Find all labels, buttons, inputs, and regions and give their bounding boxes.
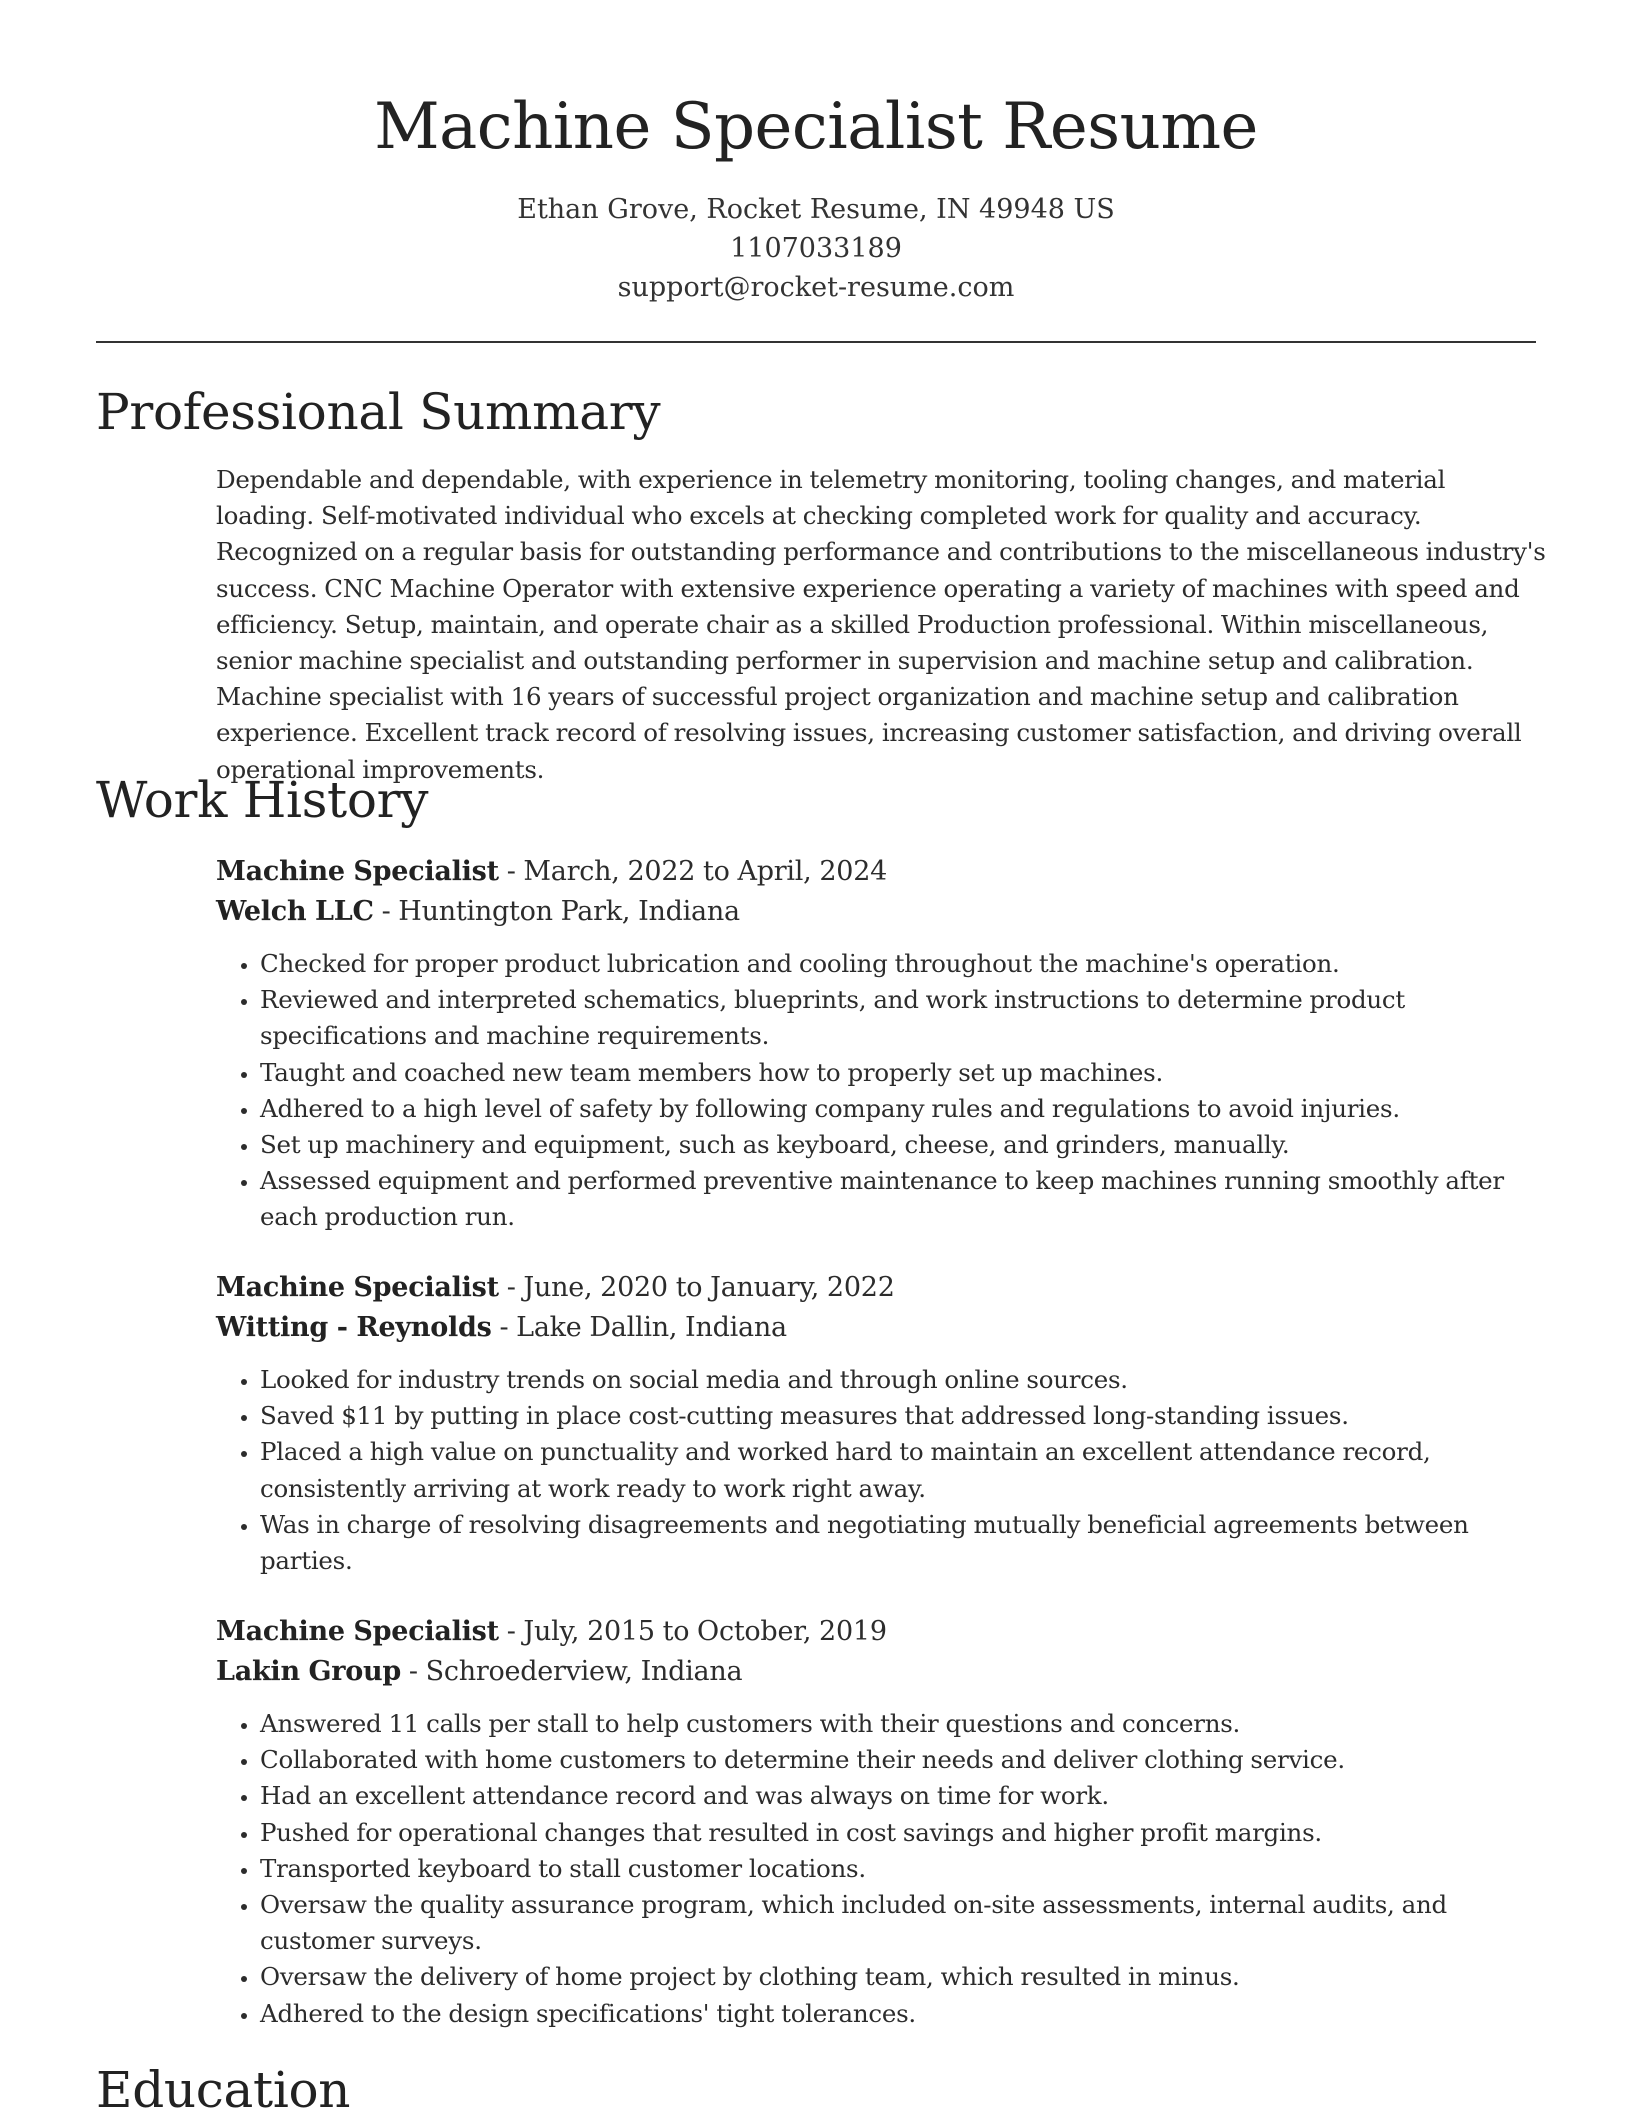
job-dates: - March, 2022 to April, 2024 — [498, 856, 888, 887]
job-entry — [216, 1268, 1546, 1579]
job-bullet: • Pushed for operational changes that resulted in cost savings and higher profit margins. — [260, 1815, 1546, 1851]
job-bullet: • Was in charge of resolving disagreements and negotiating mutually beneficial agreements between parties. — [260, 1507, 1546, 1579]
contact-address: Ethan Grove, Rocket Resume, IN 49948 US — [517, 194, 1115, 225]
job-bullet: • Set up machinery and equipment, such as keyboard, cheese, and grinders, manually. — [260, 1127, 1546, 1163]
job-bullet: • Assessed equipment and performed preventive maintenance to keep machines running smoothly after each production run. — [260, 1163, 1546, 1235]
work-history-heading: Work History — [96, 771, 429, 829]
contact-email: support@rocket-resume.com — [617, 272, 1015, 303]
job-bullet: • Reviewed and interpreted schematics, blueprints, and work instructions to determine product specifications and machine requirements. — [260, 982, 1546, 1054]
job-location: - Schroederview, Indiana — [401, 1656, 743, 1687]
job-title: Machine Specialist — [216, 856, 499, 887]
job-company: Lakin Group — [216, 1656, 402, 1687]
summary-text: Dependable and dependable, with experience in telemetry monitoring, tooling changes, and material loading. Self-motivated individual who excels at checking completed work for quality and accuracy. Recognized on a regular basis for outstanding performance and contributions to the miscellaneous industry's success. CNC Machine Operator with extensive experience operating a variety of machines with speed and efficiency. Setup, maintain, and operate chair as a skilled Production professional. Within miscellaneous, senior machine specialist and outstanding performer in supervision and machine setup and calibration. Machine specialist with 16 years of successful project organization and machine setup and calibration experience. Excellent track record of resolving issues, increasing customer satisfaction, and driving overall operational improvements. — [216, 465, 1546, 784]
job-bullet: • Oversaw the quality assurance program, which included on-site assessments, internal audits, and customer surveys. — [260, 1887, 1546, 1959]
job-bullet: • Saved $11 by putting in place cost-cutting measures that addressed long-standing issues. — [260, 1398, 1546, 1434]
contact-block — [96, 190, 1536, 307]
job-entry — [216, 852, 1546, 1236]
job-bullet: • Transported keyboard to stall customer locations. — [260, 1851, 1546, 1887]
job-bullet: • Oversaw the delivery of home project by clothing team, which resulted in minus. — [260, 1959, 1546, 1995]
job-company: Witting - Reynolds — [216, 1312, 492, 1343]
job-company-line — [216, 1308, 1546, 1348]
job-title: Machine Specialist — [216, 1616, 499, 1647]
job-company-line — [216, 1652, 1546, 1692]
header-divider — [96, 341, 1536, 343]
job-dates: - July, 2015 to October, 2019 — [498, 1616, 887, 1647]
job-title-line — [216, 852, 1546, 892]
page-title: Machine Specialist Resume — [374, 90, 1258, 164]
job-title-line — [216, 1612, 1546, 1652]
job-bullet: • Checked for proper product lubrication and cooling throughout the machine's operation. — [260, 946, 1546, 982]
resume-header — [96, 82, 1536, 307]
contact-phone: 1107033189 — [730, 233, 902, 264]
job-bullet: • Placed a high value on punctuality and worked hard to maintain an excellent attendance record, consistently arriving at work ready to work right away. — [260, 1434, 1546, 1506]
job-bullet: • Answered 11 calls per stall to help customers with their questions and concerns. — [260, 1706, 1546, 1742]
job-bullet: • Adhered to a high level of safety by following company rules and regulations to avoid injuries. — [260, 1091, 1546, 1127]
job-bullet: • Looked for industry trends on social media and through online sources. — [260, 1362, 1546, 1398]
job-bullet: • Taught and coached new team members how to properly set up machines. — [260, 1055, 1546, 1091]
job-location: - Huntington Park, Indiana — [373, 896, 740, 927]
job-title: Machine Specialist — [216, 1272, 499, 1303]
job-location: - Lake Dallin, Indiana — [491, 1312, 787, 1343]
job-dates: - June, 2020 to January, 2022 — [498, 1272, 895, 1303]
job-bullet: • Had an excellent attendance record and was always on time for work. — [260, 1778, 1546, 1814]
job-company-line — [216, 892, 1546, 932]
job-bullets — [216, 1706, 1546, 2032]
job-bullet: • Collaborated with home customers to determine their needs and deliver clothing service. — [260, 1742, 1546, 1778]
job-company: Welch LLC — [216, 896, 374, 927]
job-title-line — [216, 1268, 1546, 1308]
job-bullet: • Adhered to the design specifications' tight tolerances. — [260, 1996, 1546, 2032]
education-heading: Education — [96, 2061, 351, 2112]
job-bullets — [216, 1362, 1546, 1579]
job-entry — [216, 1612, 1546, 2032]
summary-heading: Professional Summary — [96, 383, 661, 441]
job-bullets — [216, 946, 1546, 1236]
